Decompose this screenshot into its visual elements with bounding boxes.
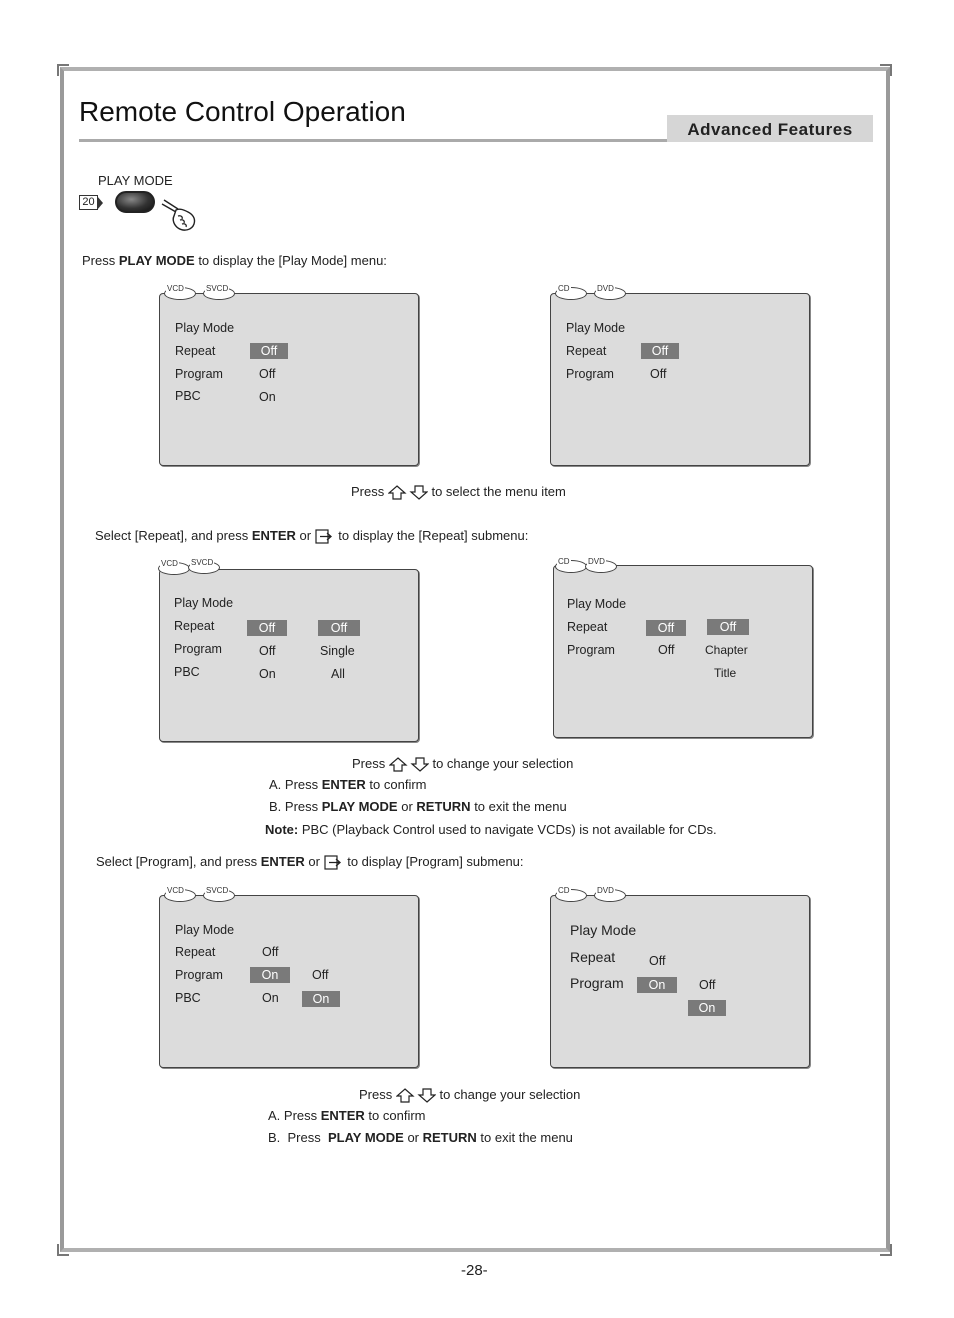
enter-arrow-icon (315, 529, 335, 544)
menu-item-repeat[interactable]: Repeat (175, 945, 216, 959)
disc-tab-svcd: SVCD (203, 889, 237, 903)
page-number: -28- (461, 1262, 488, 1279)
program-value-selected[interactable]: On (637, 977, 677, 993)
enter-arrow-icon (324, 855, 344, 870)
program-option-off[interactable]: Off (699, 978, 716, 992)
up-down-arrow-icon (389, 757, 429, 772)
repeat-value: Off (262, 945, 279, 959)
program-option-off[interactable]: Off (312, 968, 329, 982)
section3-intro: Select [Program], and press ENTER or to display [Program] submenu: (96, 854, 524, 869)
menu-title: Play Mode (175, 321, 235, 335)
section2-intro: Select [Repeat], and press ENTER or to display the [Repeat] submenu: (95, 528, 529, 543)
repeat-option-off[interactable]: Off (318, 620, 360, 636)
disc-tab-vcd: VCD (164, 287, 198, 301)
osd-screen-vcd-play-mode (159, 293, 419, 466)
section2-hint: Press to change your selection (352, 756, 574, 771)
menu-item-program[interactable]: Program (567, 643, 615, 657)
section1-hint: Press to select the menu item (351, 484, 566, 499)
menu-item-program[interactable]: Program (566, 367, 614, 381)
repeat-option-all[interactable]: All (331, 667, 345, 681)
menu-item-pbc[interactable]: PBC (174, 665, 200, 679)
key-number-arrow-icon (97, 196, 103, 210)
program-value: Off (259, 644, 276, 658)
pbc-value: On (259, 667, 276, 681)
play-mode-key-label: PLAY MODE (98, 173, 173, 188)
menu-item-program[interactable]: Program (570, 975, 624, 991)
section3-step-a: A. Press ENTER to confirm (268, 1108, 426, 1123)
up-down-arrow-icon (396, 1088, 436, 1103)
osd-screen-vcd-repeat-submenu (159, 569, 419, 742)
menu-title: Play Mode (174, 596, 234, 610)
program-value: Off (650, 367, 667, 381)
pbc-value: On (262, 991, 279, 1005)
menu-title: Play Mode (570, 922, 637, 938)
menu-item-repeat[interactable]: Repeat (567, 620, 608, 634)
disc-tab-dvd: DVD (594, 287, 628, 301)
osd-screen-vcd-program-submenu (159, 895, 419, 1068)
section1-intro: Press PLAY MODE to display the [Play Mode] menu: (82, 253, 387, 268)
repeat-option-single[interactable]: Single (320, 644, 355, 658)
corner-mark (57, 1244, 69, 1256)
disc-tab-svcd: SVCD (188, 561, 222, 575)
program-option-on[interactable]: On (688, 1000, 726, 1016)
repeat-option-title[interactable]: Title (714, 666, 737, 680)
menu-item-pbc[interactable]: PBC (175, 389, 201, 403)
section-tab: Advanced Features (667, 115, 873, 142)
menu-item-program[interactable]: Program (174, 642, 222, 656)
repeat-value-selected[interactable]: Off (250, 343, 288, 359)
disc-tab-svcd: SVCD (203, 287, 237, 301)
menu-item-program[interactable]: Program (175, 968, 223, 982)
page-title: Remote Control Operation (79, 96, 406, 127)
section2-step-b: B. Press PLAY MODE or RETURN to exit the menu (269, 799, 567, 814)
menu-item-repeat[interactable]: Repeat (175, 344, 216, 358)
menu-item-repeat[interactable]: Repeat (570, 949, 616, 965)
program-value: Off (259, 367, 276, 381)
title-rule (79, 139, 669, 142)
section3-hint: Press to change your selection (359, 1087, 581, 1102)
disc-tab-vcd: VCD (164, 889, 198, 903)
corner-mark (880, 64, 892, 76)
osd-screen-cd-repeat-submenu (553, 565, 813, 738)
repeat-value-selected[interactable]: Off (247, 620, 287, 636)
osd-screen-cd-play-mode (550, 293, 810, 466)
corner-mark (57, 64, 69, 76)
menu-title: Play Mode (175, 923, 235, 937)
disc-tab-vcd: VCD (158, 562, 192, 576)
repeat-value-selected[interactable]: Off (641, 343, 679, 359)
disc-tab-cd: CD (555, 889, 589, 903)
pbc-value: On (259, 390, 276, 404)
program-value-selected[interactable]: On (250, 967, 290, 983)
repeat-option-off[interactable]: Off (707, 619, 749, 635)
up-down-arrow-icon (388, 485, 428, 500)
osd-screen-cd-program-submenu (550, 895, 810, 1068)
disc-tab-dvd: DVD (585, 560, 619, 574)
pointing-hand-icon (160, 198, 200, 234)
menu-item-repeat[interactable]: Repeat (174, 619, 215, 633)
program-value: Off (658, 643, 675, 657)
disc-tab-dvd: DVD (594, 889, 628, 903)
menu-item-program[interactable]: Program (175, 367, 223, 381)
repeat-option-chapter[interactable]: Chapter (705, 643, 748, 657)
menu-item-repeat[interactable]: Repeat (566, 344, 607, 358)
menu-item-pbc[interactable]: PBC (175, 991, 201, 1005)
repeat-value-selected[interactable]: Off (646, 620, 686, 636)
menu-title: Play Mode (566, 321, 626, 335)
disc-tab-cd: CD (555, 287, 589, 301)
repeat-value: Off (649, 954, 666, 968)
corner-mark (880, 1244, 892, 1256)
section3-step-b: B. Press PLAY MODE or RETURN to exit the menu (268, 1130, 573, 1145)
disc-tab-cd: CD (555, 560, 589, 574)
key-number-badge: 20 (79, 195, 98, 210)
section2-step-a: A. Press ENTER to confirm (269, 777, 427, 792)
program-option-on[interactable]: On (302, 991, 340, 1007)
menu-title: Play Mode (567, 597, 627, 611)
play-mode-button[interactable] (115, 191, 155, 213)
pbc-note: Note: PBC (Playback Control used to navigate VCDs) is not available for CDs. (265, 822, 717, 837)
